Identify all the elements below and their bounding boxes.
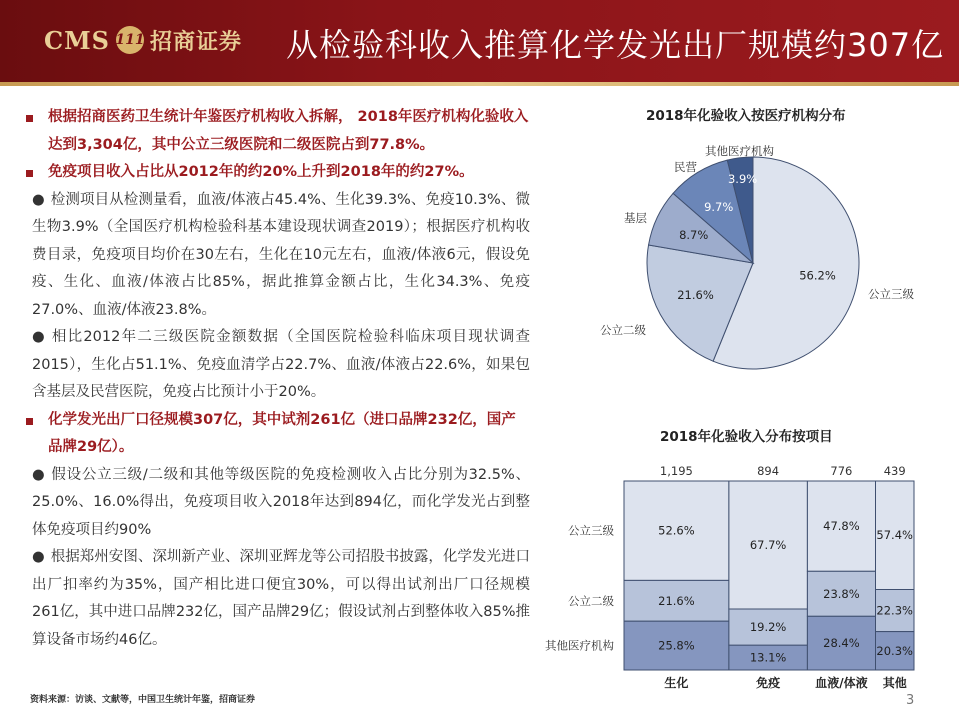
mekko-total-label: 1,195 [659, 464, 693, 478]
bullet-content [22, 104, 530, 654]
pie-category-label: 公立三级 [868, 287, 914, 301]
mekko-segment-label: 47.8% [823, 519, 860, 534]
mekko-chart [530, 455, 959, 695]
pie-value-label: 56.2% [799, 268, 836, 283]
sub-bullet-icon: ● [32, 191, 45, 208]
pie-value-label: 8.7% [679, 227, 709, 242]
mekko-category-label: 其他 [882, 676, 907, 690]
mekko-segment-label: 21.6% [658, 593, 695, 608]
sub-point [22, 187, 530, 325]
company-logo [44, 22, 242, 58]
mekko-segment-label: 22.3% [876, 603, 913, 618]
mekko-series-label: 公立三级 [568, 523, 614, 538]
pie-category-label: 其他医疗机构 [705, 144, 774, 158]
mekko-series-label: 公立二级 [568, 593, 614, 608]
pie-category-label: 公立二级 [600, 323, 646, 337]
mekko-segment-label: 28.4% [823, 636, 860, 651]
logo-chinese-text: 招商证券 [150, 28, 243, 55]
logo-cms-text: CMS [44, 25, 110, 55]
sub-bullet-icon: ● [32, 549, 45, 565]
page-number: 3 [906, 693, 915, 708]
mekko-segment-label: 25.8% [658, 638, 695, 653]
mekko-category-label: 免疫 [756, 676, 781, 690]
sub-point [22, 544, 530, 654]
mekko-chart-title: 2018年化验收入分布按项目 [660, 429, 833, 445]
sub-point-text: 根据郑州安图、深圳新产业、深圳亚辉龙等公司招股书披露，化学发光进口出厂扣率约为35%，国产相比进口便宜30%，可以得出试剂出厂口径规模261亿，其中进口品牌232亿，国产品牌29亿；假设试剂占到整体收入85%推算设备市场约46亿。 [32, 549, 531, 648]
sub-bullet-icon: ● [32, 466, 46, 483]
bullet-1: 根据招商医药卫生统计年鉴医疗机构收入拆解， 2018年医疗机构化验收入达到3,304亿，其中公立三级医院和二级医院占到77.8%。 [22, 104, 530, 159]
sub-bullet-icon: ● [32, 329, 46, 345]
pie-chart [560, 130, 959, 390]
pie-value-label: 9.7% [704, 199, 734, 214]
slide-title: 从检验科收入推算化学发光出厂规模约307亿 [286, 26, 945, 64]
pie-value-label: 21.6% [677, 287, 714, 302]
mekko-total-label: 776 [830, 464, 853, 478]
mekko-total-label: 439 [883, 464, 906, 478]
header-divider [0, 82, 959, 86]
source-note: 资料来源：访谈、文献等，中国卫生统计年鉴，招商证券 [30, 695, 256, 705]
bullet-3: 化学发光出厂口径规模307亿，其中试剂261亿（进口品牌232亿，国产品牌29亿）。 [22, 407, 530, 462]
mekko-series-label: 其他医疗机构 [545, 638, 614, 653]
mekko-category-label: 血液/体液 [815, 676, 868, 690]
pie-chart-title: 2018年化验收入按医疗机构分布 [646, 108, 846, 124]
mekko-segment-label: 57.4% [876, 528, 913, 543]
logo-mark-icon: 111 [116, 26, 144, 54]
sub-point [22, 462, 530, 545]
sub-point-text: 检测项目从检测量看，血液/体液占45.4%、生化39.3%、免疫10.3%、微生物3.9%（全国医疗机构检验科基本建设现状调查2019）；根据医疗机构收费目录，免疫项目均价在30左右，生化在10元左右，血液/体液6元，假设免疫、生化、血液/体液占比85%，据此推算金额占比，生化34.3%、免疫27.0%、血液/体液23.8%。 [32, 191, 531, 318]
mekko-segment-label: 20.3% [876, 643, 913, 658]
mekko-category-label: 生化 [664, 676, 689, 690]
bullet-2: 免疫项目收入占比从2012年的约20%上升到2018年的约27%。 [22, 159, 530, 187]
mekko-segment-label: 52.6% [658, 523, 695, 538]
pie-category-label: 基层 [624, 211, 647, 225]
sub-point-text: 假设公立三级/二级和其他等级医院的免疫检测收入占比分别为32.5%、25.0%、16.0%得出，免疫项目收入2018年达到894亿，而化学发光占到整体免疫项目约90% [32, 466, 530, 538]
sub-point-text: 相比2012年二三级医院金额数据（全国医院检验科临床项目现状调查2015），生化占51.1%、免疫血清学占22.7%、血液/体液占22.6%，如果包含基层及民营医院，免疫占比预计小于20%。 [32, 329, 531, 400]
mekko-segment-label: 19.2% [749, 620, 787, 635]
pie-category-label: 民营 [674, 160, 697, 174]
pie-value-label: 3.9% [727, 171, 758, 186]
mekko-total-label: 894 [757, 464, 780, 478]
mekko-segment-label: 67.7% [749, 538, 787, 552]
sub-point [22, 324, 530, 407]
mekko-segment-label: 13.1% [749, 650, 787, 665]
mekko-segment-label: 23.8% [823, 586, 860, 601]
